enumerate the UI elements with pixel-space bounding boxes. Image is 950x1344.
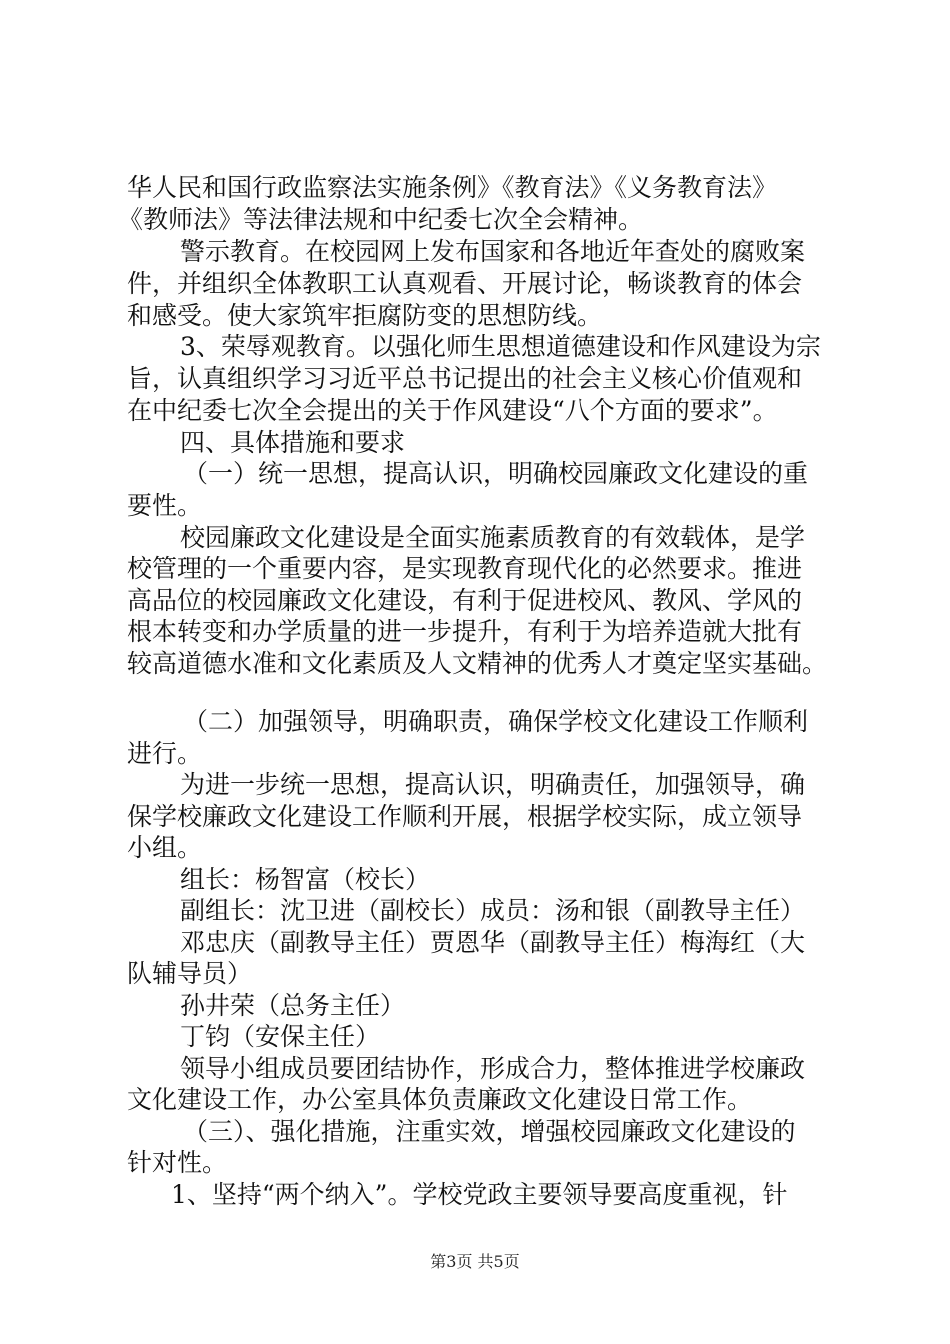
text-line: 领导小组成员要团结协作，形成合力，整体推进学校廉政 (180, 1054, 806, 1083)
text-line: 《教师法》等法律法规和中纪委七次全会精神。 (118, 205, 644, 234)
section-heading: 四、具体措施和要求 (180, 428, 406, 457)
text-line: 和感受。使大家筑牢拒腐防变的思想防线。 (127, 301, 603, 330)
text-line: 邓忠庆（副教导主任）贾恩华（副教导主任）梅海红（大 (180, 928, 806, 957)
subsection-heading: （一）统一思想，提高认识，明确校园廉政文化建设的重 (183, 459, 809, 488)
text-line: 针对性。 (127, 1148, 228, 1177)
text-line: 旨，认真组织学习习近平总书记提出的社会主义核心价值观和 (127, 364, 803, 393)
subsection-heading: （三）、强化措施，注重实效，增强校园廉政文化建设的 (183, 1117, 796, 1146)
text-line: 要性。 (127, 491, 203, 520)
text-line: 孙井荣（总务主任） (180, 991, 406, 1020)
text-line: 文化建设工作，办公室具体负责廉政文化建设日常工作。 (127, 1085, 753, 1114)
text-line: 根本转变和办学质量的进一步提升，有利于为培养造就大批有 (127, 617, 803, 646)
text-line: 副组长：沈卫进（副校长）成员：汤和银（副教导主任） (180, 896, 806, 925)
text-line: 保学校廉政文化建设工作顺利开展，根据学校实际，成立领导 (127, 802, 803, 831)
text-line: 队辅导员） (127, 959, 253, 988)
text-line: 华人民和国行政监察法实施条例》《教育法》《义务教育法》 (127, 173, 778, 202)
text-line: 1、坚持“两个纳入”。学校党政主要领导要高度重视，针 (171, 1180, 788, 1209)
text-line: 较高道德水准和文化素质及人文精神的优秀人才奠定坚实基础。 (127, 649, 828, 678)
text-line: 进行。 (127, 739, 203, 768)
text-line: 校管理的一个重要内容，是实现教育现代化的必然要求。推进 (127, 554, 803, 583)
text-line: 在中纪委七次全会提出的关于作风建设“八个方面的要求”。 (127, 396, 778, 425)
text-line: 件，并组织全体教职工认真观看、开展讨论，畅谈教育的体会 (127, 269, 803, 298)
text-line: 校园廉政文化建设是全面实施素质教育的有效载体，是学 (180, 523, 806, 552)
text-line: 小组。 (127, 833, 203, 862)
text-line: 丁钧（安保主任） (180, 1022, 381, 1051)
page-footer: 第3页 共5页 (430, 1252, 520, 1271)
text-line: 3、荣辱观教育。以强化师生思想道德建设和作风建设为宗 (180, 332, 821, 361)
subsection-heading: （二）加强领导，明确职责，确保学校文化建设工作顺利 (183, 707, 809, 736)
text-line: 警示教育。在校园网上发布国家和各地近年查处的腐败案 (180, 237, 806, 266)
text-line: 高品位的校园廉政文化建设，有利于促进校风、教风、学风的 (127, 586, 803, 615)
text-line: 组长：杨智富（校长） (180, 865, 431, 894)
text-line: 为进一步统一思想，提高认识，明确责任，加强领导，确 (180, 770, 806, 799)
